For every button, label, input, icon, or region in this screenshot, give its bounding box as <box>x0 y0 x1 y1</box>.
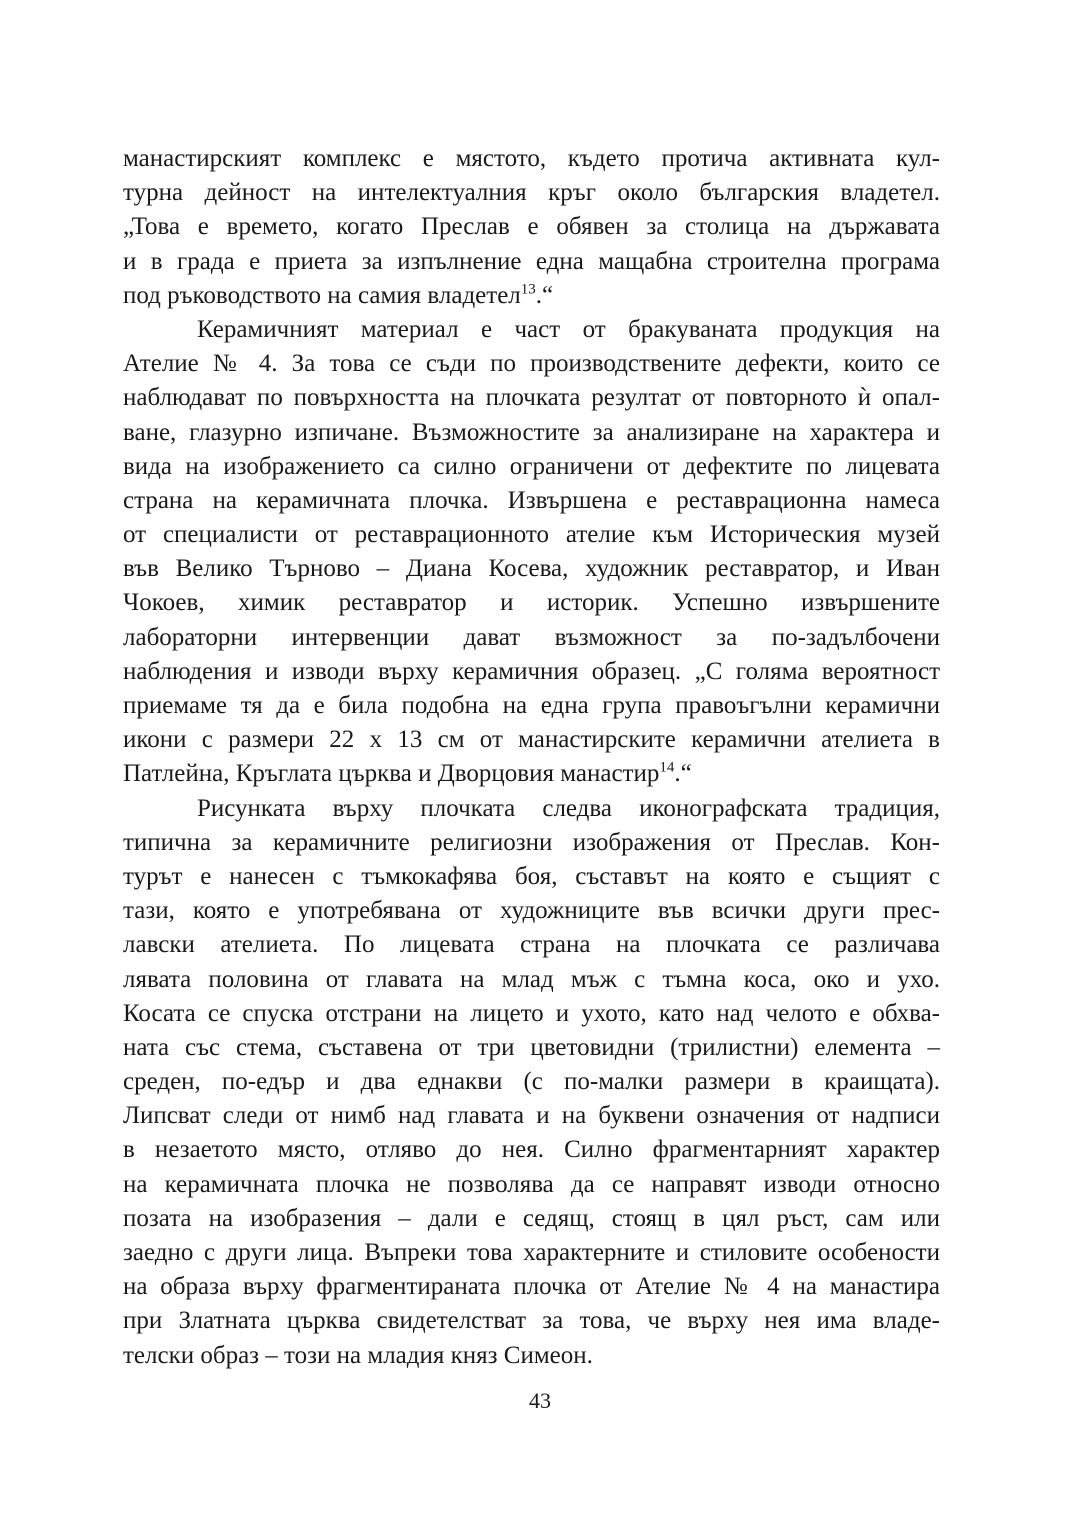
text-line <box>123 450 940 484</box>
text-line <box>123 245 940 279</box>
line-text: и в града е приета за изпълнение една мащабна строителна програма <box>123 247 940 275</box>
line-text: лявата половина от главата на млад мъж с тъмна коса, око и ухо. <box>123 965 940 993</box>
footnote-reference[interactable]: 13 <box>520 281 536 298</box>
line-text: икони с размери 22 х 13 см от манастирските керамични ателиета в <box>123 726 940 754</box>
text-line <box>123 142 940 176</box>
text-line <box>123 279 940 313</box>
text-line <box>123 176 940 210</box>
closing-quote: .“ <box>674 760 692 788</box>
text-line <box>123 1099 940 1133</box>
line-text: лабораторни интервенции дават възможност за по-задълбочени <box>123 623 940 651</box>
text-line <box>123 1339 940 1373</box>
line-text: позата на изобразения – дали е седящ, стоящ в цял ръст, сам или <box>123 1204 940 1232</box>
line-text: на керамичната плочка не позволява да се направят изводи относно <box>123 1170 940 1198</box>
text-line <box>123 347 940 381</box>
text-line <box>123 1168 940 1202</box>
text-line <box>123 826 940 860</box>
text-line <box>123 792 940 826</box>
text-line <box>123 1304 940 1338</box>
line-text: заедно с други лица. Въпреки това характерните и стиловите особености <box>123 1239 940 1266</box>
line-text: от специалисти от реставрационното ателие към Историческия музей <box>123 521 940 549</box>
line-text: под ръководството на самия владетел <box>123 281 521 309</box>
line-text: тази, която е употребявана от художниците във всички други прес- <box>123 897 940 925</box>
paragraph <box>123 142 940 313</box>
line-text: страна на керамичната плочка. Извършена е реставрационна намеса <box>123 486 940 514</box>
text-line <box>123 723 940 757</box>
line-text: „Това е времето, когато Преслав е обявен за столица на държавата <box>123 213 940 241</box>
paragraph <box>123 313 940 792</box>
text-line <box>123 552 940 586</box>
text-line <box>123 1270 940 1304</box>
line-text: на образа върху фрагментираната плочка от Ателие № 4 на манастира <box>123 1273 940 1301</box>
text-line <box>123 621 940 655</box>
line-text: приемаме тя да е била подобна на една група правоъгълни керамични <box>123 692 940 719</box>
text-line <box>123 1031 940 1065</box>
line-text: среден, по-едър и два еднакви (с по-малки размери в краищата). <box>123 1068 940 1096</box>
text-line <box>123 1236 940 1270</box>
text-line <box>123 997 940 1031</box>
page-number: 43 <box>529 1388 551 1413</box>
text-line <box>123 1133 940 1167</box>
line-text: лавски ателиета. По лицевата страна на плочката се различава <box>123 931 940 959</box>
text-line <box>123 963 940 997</box>
text-line <box>123 484 940 518</box>
text-line <box>123 928 940 962</box>
body-text <box>123 142 940 1373</box>
line-text: турна дейност на интелектуалния кръг около българския владетел. <box>123 179 940 207</box>
paragraph <box>123 792 940 1373</box>
line-text: вида на изображението са силно ограничени от дефектите по лицевата <box>123 452 940 480</box>
line-text: Ателие № 4. За това се съди по производствените дефекти, които се <box>123 350 940 378</box>
line-text: при Златната църква свидетелстват за това, че върху нея има владе- <box>123 1307 940 1335</box>
line-text: Косата се спуска отстрани на лицето и ухото, като над челото е обхва- <box>123 999 940 1027</box>
line-text: наблюдават по повърхността на плочката резултат от повторното ѝ опал- <box>123 384 940 412</box>
text-line <box>123 894 940 928</box>
line-text: във Велико Търново – Диана Косева, художник реставратор, и Иван <box>123 555 940 583</box>
line-text: Керамичният материал е част от бракуваната продукция на <box>197 315 940 343</box>
text-line <box>123 1065 940 1099</box>
text-line <box>123 313 940 347</box>
text-line <box>123 655 940 689</box>
line-text: Рисунката върху плочката следва иконографската традиция, <box>197 794 940 822</box>
text-line <box>123 416 940 450</box>
text-line <box>123 518 940 552</box>
text-line <box>123 210 940 244</box>
line-text: Патлейна, Кръглата църква и Дворцовия манастир <box>123 760 660 788</box>
line-text: телски образ – този на младия княз Симеон. <box>123 1341 593 1369</box>
line-text: в незаетото място, отляво до нея. Силно фрагментарният характер <box>123 1136 940 1164</box>
line-text: ната със стема, съставена от три цветовидни (трилистни) елемента – <box>123 1033 940 1061</box>
line-text: турът е нанесен с тъмкокафява боя, съставът на която е същият с <box>123 862 940 890</box>
text-line <box>123 689 940 723</box>
line-text: типична за керамичните религиозни изображения от Преслав. Кон- <box>123 828 940 856</box>
line-text: Липсват следи от нимб над главата и на буквени означения от надписи <box>123 1102 940 1130</box>
text-line <box>123 381 940 415</box>
line-text: манастирският комплекс е мястото, където протича активната кул- <box>123 145 940 172</box>
text-line <box>123 860 940 894</box>
line-text: Чокоев, химик реставратор и историк. Успешно извършените <box>123 589 940 617</box>
line-text: ване, глазурно изпичане. Възможностите за анализиране на характера и <box>123 418 940 446</box>
text-line <box>123 757 940 791</box>
footnote-reference[interactable]: 14 <box>659 760 675 777</box>
text-line <box>123 586 940 620</box>
line-text: наблюдения и изводи върху керамичния образец. „С голяма вероятност <box>123 657 940 685</box>
text-line <box>123 1202 940 1236</box>
closing-quote: .“ <box>535 281 554 309</box>
